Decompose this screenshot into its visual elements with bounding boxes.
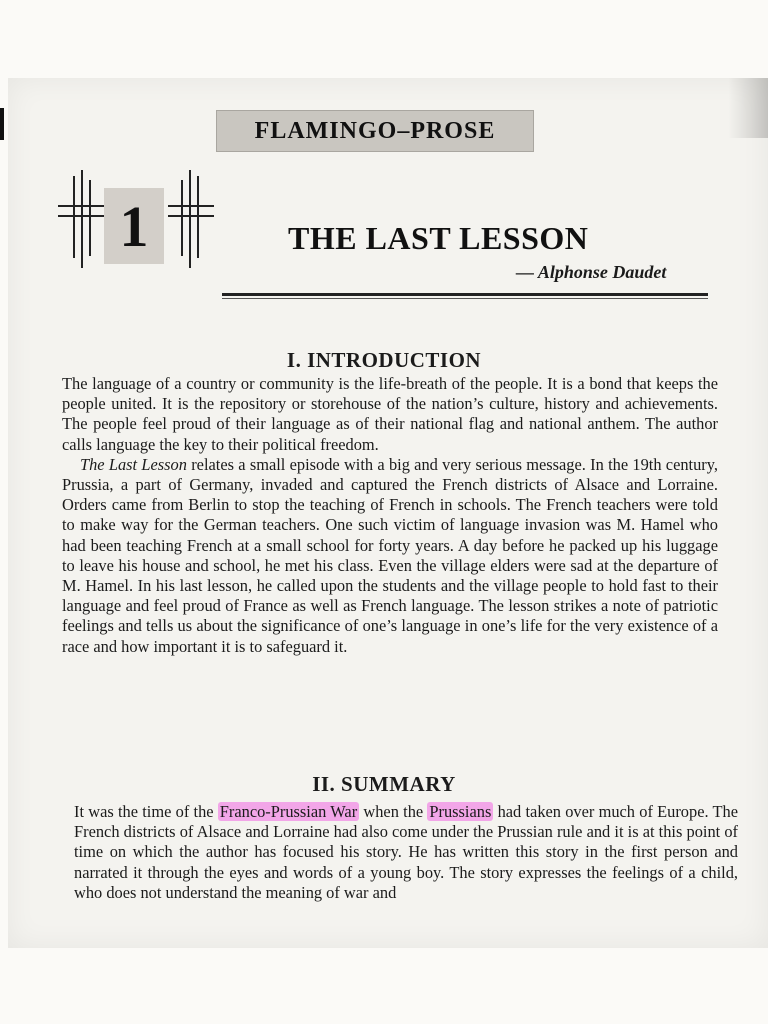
author-byline: — Alphonse Daudet bbox=[516, 262, 667, 282]
highlight-franco-prussian-war: Franco-Prussian War bbox=[219, 802, 358, 821]
page-title: THE LAST LESSON bbox=[288, 220, 589, 256]
summary-text-2: when the bbox=[359, 802, 428, 821]
summary-paragraph bbox=[74, 802, 738, 903]
introduction-paragraph-1: The language of a country or community is the life-breath of the people. It is a bond that keeps the people united. It is the repository or storehouse of the nation’s culture, history and achievements. The people feel proud of their language as of their national flag and national anthem. The author calls language the key to their political freedom. bbox=[62, 374, 718, 454]
introduction-paragraph-2-text: relates a small episode with a big and very serious message. In the 19th century, Prussia, a part of Germany, invaded and captured the French districts of Alsace and Lorraine. Orders came from Berlin to stop the teaching of French in schools. The French teachers were told to make way for the German teachers. One such victim of language invasion was M. Hamel who had been teaching French at a small school for forty years. A day before he packed up his luggage to leave his house and school, he met his class. Even the village elders were sad at the departure of M. Hamel. In his last lesson, he called upon the students and the village people to hold fast to their language and feel proud of France as well as French language. The lesson strikes a note of patriotic feelings and tells us about the significance of one’s language in one’s life for the very existence of a race and how important it is to safeguard it. bbox=[62, 454, 718, 656]
section-banner: FLAMINGO–PROSE bbox=[216, 110, 534, 152]
summary-text-1: It was the time of the bbox=[74, 802, 218, 821]
chapter-number: 1 bbox=[104, 188, 164, 264]
introduction-body bbox=[62, 374, 718, 657]
highlight-prussians: Prussians bbox=[429, 802, 492, 821]
summary-heading: II. SUMMARY bbox=[312, 772, 456, 796]
title-rule-thin bbox=[222, 298, 708, 299]
introduction-heading: I. INTRODUCTION bbox=[286, 348, 482, 372]
title-rule bbox=[222, 293, 708, 296]
page-edge-mark bbox=[0, 108, 4, 140]
summary-body bbox=[74, 802, 738, 903]
introduction-paragraph-2 bbox=[62, 455, 718, 657]
summary-text-3: had taken over much of Europe. The French districts of Alsace and Lorraine had also come under the Prussian rule and it is at this point of time on which the author has focused his story. He has written this story in the first person and narrated it through the eyes and words of a young boy. The story expresses the feelings of a child, who does not understand the meaning of war and bbox=[74, 802, 738, 902]
page-corner-shadow bbox=[728, 78, 768, 138]
story-title-italic: The Last Lesson bbox=[80, 454, 187, 474]
